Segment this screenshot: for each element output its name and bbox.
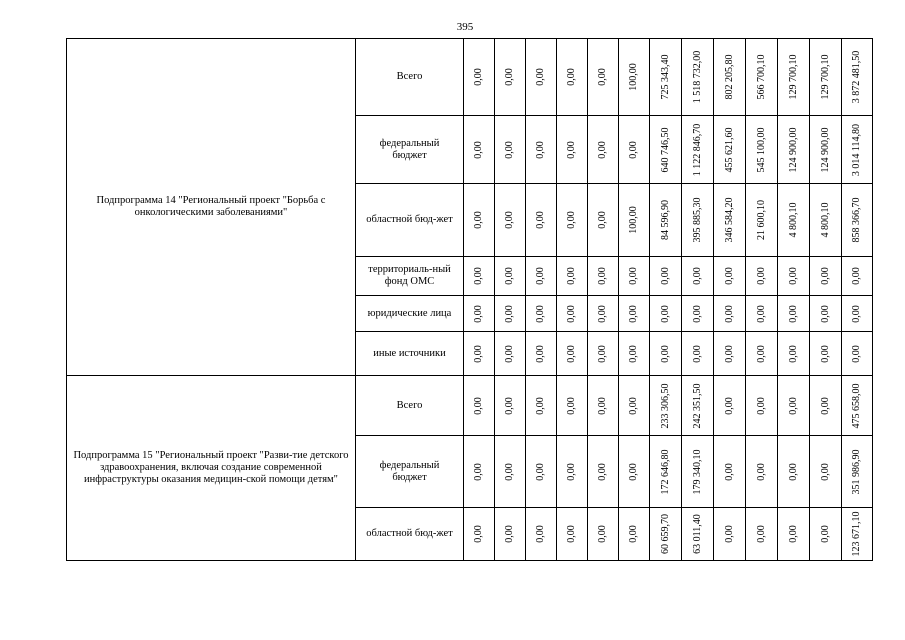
value-text: 0,00	[597, 140, 608, 159]
value-text: 802 205,80	[723, 54, 735, 100]
value-text: 0,00	[473, 396, 484, 415]
value-text: 1 518 732,00	[691, 50, 703, 104]
value-cell	[495, 332, 526, 376]
value-cell	[526, 376, 557, 436]
value-text: 0,00	[566, 462, 577, 481]
value-cell	[650, 39, 682, 116]
value-cell	[746, 376, 778, 436]
value-cell	[778, 376, 810, 436]
value-cell	[495, 508, 526, 561]
value-cell	[746, 436, 778, 508]
value-text: 0,00	[597, 396, 608, 415]
value-text: 0,00	[566, 267, 577, 285]
value-cell	[714, 296, 746, 332]
value-cell	[746, 296, 778, 332]
value-text: 0,00	[787, 525, 799, 543]
value-text: 0,00	[628, 462, 639, 481]
value-text: 0,00	[566, 525, 577, 543]
funding-source: федеральный бюджет	[356, 116, 464, 184]
value-cell	[588, 296, 619, 332]
value-text: 0,00	[566, 140, 577, 159]
value-text: 0,00	[597, 344, 608, 363]
value-text: 0,00	[535, 396, 546, 415]
value-cell	[714, 332, 746, 376]
value-text: 0,00	[659, 267, 671, 285]
value-text: 0,00	[819, 344, 831, 363]
value-text: 0,00	[473, 211, 484, 229]
value-cell	[464, 508, 495, 561]
value-cell	[495, 257, 526, 296]
value-cell	[588, 39, 619, 116]
value-text: 0,00	[535, 140, 546, 159]
value-cell	[682, 296, 714, 332]
value-text: 0,00	[628, 304, 639, 323]
value-cell	[526, 332, 557, 376]
value-cell	[557, 296, 588, 332]
value-cell	[557, 39, 588, 116]
value-text: 179 340,10	[691, 449, 703, 494]
value-cell	[682, 376, 714, 436]
funding-source: Всего	[356, 39, 464, 116]
value-cell	[810, 296, 842, 332]
value-cell	[526, 296, 557, 332]
value-text: 0,00	[535, 211, 546, 229]
value-cell	[778, 508, 810, 561]
value-text: 0,00	[723, 344, 735, 363]
value-text: 346 584,20	[723, 197, 735, 243]
value-cell	[682, 508, 714, 561]
subprogram-title: Подпрограмма 14 "Региональный проект "Борьба с онкологическими заболеваниями"	[67, 39, 356, 376]
value-text: 0,00	[628, 267, 639, 285]
value-cell	[714, 257, 746, 296]
value-cell	[714, 39, 746, 116]
value-cell	[557, 257, 588, 296]
value-text: 455 621,60	[723, 127, 735, 172]
value-cell	[619, 184, 650, 257]
value-text: 0,00	[819, 396, 831, 415]
subprogram-title: Подпрограмма 15 "Региональный проект "Разви-тие детского здравоохранения, включая создание современной инфраструктуры оказания медицин-ской помощи детям"	[67, 376, 356, 561]
value-cell	[495, 39, 526, 116]
value-text: 0,00	[755, 304, 767, 323]
value-cell	[464, 184, 495, 257]
value-text: 0,00	[535, 304, 546, 323]
value-cell	[650, 436, 682, 508]
funding-source: федеральный бюджет	[356, 436, 464, 508]
value-cell	[778, 39, 810, 116]
value-text: 123 671,10	[851, 511, 862, 557]
value-text: 725 343,40	[659, 54, 671, 100]
value-cell	[810, 39, 842, 116]
value-cell	[778, 184, 810, 257]
value-text: 3 872 481,50	[851, 50, 862, 104]
value-text: 1 122 846,70	[691, 123, 703, 176]
value-text: 4 800,10	[819, 202, 831, 238]
value-text: 0,00	[566, 211, 577, 229]
value-cell	[495, 116, 526, 184]
value-cell	[842, 332, 873, 376]
value-text: 0,00	[597, 462, 608, 481]
value-cell	[810, 332, 842, 376]
value-cell	[682, 39, 714, 116]
value-cell	[464, 116, 495, 184]
value-text: 0,00	[504, 344, 515, 363]
value-cell	[650, 184, 682, 257]
value-cell	[526, 257, 557, 296]
value-text: 0,00	[755, 396, 767, 415]
value-cell	[495, 436, 526, 508]
value-text: 0,00	[851, 304, 862, 323]
value-cell	[810, 116, 842, 184]
value-cell	[682, 332, 714, 376]
value-cell	[650, 116, 682, 184]
value-text: 0,00	[566, 304, 577, 323]
value-cell	[619, 436, 650, 508]
value-cell	[778, 332, 810, 376]
value-text: 0,00	[851, 344, 862, 363]
value-text: 233 306,50	[659, 383, 671, 428]
value-text: 0,00	[628, 525, 639, 543]
value-cell	[588, 436, 619, 508]
value-cell	[842, 116, 873, 184]
funding-source: территориаль-ный фонд ОМС	[356, 257, 464, 296]
value-text: 0,00	[819, 462, 831, 481]
value-text: 84 596,90	[659, 200, 671, 240]
value-text: 0,00	[566, 344, 577, 363]
value-text: 60 659,70	[659, 514, 671, 554]
value-cell	[810, 508, 842, 561]
value-text: 0,00	[504, 304, 515, 323]
value-cell	[464, 332, 495, 376]
value-cell	[650, 296, 682, 332]
value-text: 0,00	[535, 267, 546, 285]
value-cell	[557, 436, 588, 508]
value-cell	[619, 257, 650, 296]
value-cell	[746, 508, 778, 561]
value-text: 351 986,90	[851, 449, 862, 494]
value-text: 0,00	[691, 304, 703, 323]
value-text: 0,00	[473, 462, 484, 481]
value-text: 640 746,50	[659, 127, 671, 172]
value-cell	[526, 116, 557, 184]
value-cell	[588, 116, 619, 184]
value-cell	[588, 376, 619, 436]
value-text: 0,00	[755, 525, 767, 543]
value-cell	[495, 376, 526, 436]
value-cell	[464, 257, 495, 296]
value-cell	[810, 376, 842, 436]
value-cell	[557, 508, 588, 561]
value-text: 100,00	[628, 63, 639, 91]
value-text: 129 700,10	[787, 54, 799, 100]
value-text: 0,00	[755, 462, 767, 481]
value-cell	[842, 257, 873, 296]
value-cell	[619, 39, 650, 116]
funding-source: иные источники	[356, 332, 464, 376]
table-row	[67, 39, 873, 116]
value-cell	[778, 296, 810, 332]
value-cell	[619, 296, 650, 332]
value-text: 0,00	[535, 344, 546, 363]
value-text: 0,00	[787, 396, 799, 415]
value-cell	[682, 436, 714, 508]
value-text: 3 014 114,80	[851, 123, 862, 176]
value-cell	[650, 332, 682, 376]
value-cell	[464, 376, 495, 436]
value-text: 0,00	[628, 396, 639, 415]
value-text: 0,00	[473, 304, 484, 323]
value-cell	[746, 332, 778, 376]
value-text: 63 011,40	[691, 514, 703, 554]
value-text: 0,00	[504, 525, 515, 543]
value-text: 0,00	[659, 304, 671, 323]
value-text: 0,00	[691, 344, 703, 363]
value-text: 0,00	[819, 304, 831, 323]
value-text: 0,00	[504, 396, 515, 415]
value-text: 0,00	[473, 525, 484, 543]
value-text: 0,00	[819, 267, 831, 285]
value-text: 0,00	[723, 462, 735, 481]
funding-source: областной бюд-жет	[356, 184, 464, 257]
value-text: 0,00	[787, 462, 799, 481]
value-text: 21 600,10	[755, 200, 767, 240]
value-cell	[526, 184, 557, 257]
value-text: 0,00	[473, 344, 484, 363]
value-cell	[557, 332, 588, 376]
value-cell	[495, 296, 526, 332]
value-cell	[650, 257, 682, 296]
value-text: 0,00	[535, 462, 546, 481]
value-cell	[526, 508, 557, 561]
value-cell	[588, 508, 619, 561]
table-row	[67, 376, 873, 436]
value-cell	[714, 436, 746, 508]
value-cell	[650, 376, 682, 436]
value-text: 0,00	[755, 344, 767, 363]
value-cell	[650, 508, 682, 561]
value-text: 0,00	[597, 68, 608, 86]
value-cell	[810, 184, 842, 257]
value-cell	[526, 436, 557, 508]
value-cell	[842, 376, 873, 436]
value-text: 124 900,00	[819, 127, 831, 172]
value-text: 0,00	[787, 344, 799, 363]
value-cell	[842, 508, 873, 561]
value-cell	[746, 257, 778, 296]
value-text: 858 366,70	[851, 197, 862, 243]
value-cell	[619, 376, 650, 436]
value-cell	[714, 376, 746, 436]
value-cell	[746, 184, 778, 257]
value-text: 124 900,00	[787, 127, 799, 172]
value-cell	[714, 184, 746, 257]
value-text: 0,00	[535, 68, 546, 86]
funding-source: Всего	[356, 376, 464, 436]
value-cell	[682, 116, 714, 184]
value-cell	[810, 436, 842, 508]
value-text: 0,00	[787, 267, 799, 285]
value-cell	[588, 184, 619, 257]
value-text: 0,00	[597, 211, 608, 229]
value-text: 0,00	[473, 68, 484, 86]
value-text: 0,00	[723, 304, 735, 323]
value-text: 0,00	[723, 525, 735, 543]
value-text: 566 700,10	[755, 54, 767, 100]
value-cell	[682, 257, 714, 296]
value-cell	[778, 116, 810, 184]
value-cell	[714, 508, 746, 561]
value-text: 0,00	[851, 267, 862, 285]
funding-source: областной бюд-жет	[356, 508, 464, 561]
value-text: 0,00	[504, 140, 515, 159]
value-text: 0,00	[504, 267, 515, 285]
value-cell	[746, 39, 778, 116]
value-text: 0,00	[504, 211, 515, 229]
value-text: 4 800,10	[787, 202, 799, 238]
value-cell	[778, 436, 810, 508]
budget-table	[66, 38, 873, 561]
value-text: 0,00	[597, 525, 608, 543]
value-text: 0,00	[723, 267, 735, 285]
value-text: 0,00	[597, 267, 608, 285]
value-cell	[464, 39, 495, 116]
table-body	[67, 39, 873, 561]
value-text: 0,00	[566, 68, 577, 86]
value-text: 0,00	[504, 462, 515, 481]
value-text: 545 100,00	[755, 127, 767, 172]
value-text: 0,00	[566, 396, 577, 415]
value-cell	[464, 436, 495, 508]
value-cell	[619, 508, 650, 561]
value-cell	[842, 436, 873, 508]
value-text: 0,00	[473, 140, 484, 159]
value-text: 0,00	[819, 525, 831, 543]
value-text: 0,00	[659, 344, 671, 363]
value-cell	[778, 257, 810, 296]
value-text: 242 351,50	[691, 383, 703, 428]
value-cell	[682, 184, 714, 257]
value-cell	[842, 296, 873, 332]
value-cell	[714, 116, 746, 184]
value-cell	[557, 116, 588, 184]
value-cell	[495, 184, 526, 257]
value-text: 0,00	[787, 304, 799, 323]
value-cell	[619, 332, 650, 376]
value-cell	[746, 116, 778, 184]
value-cell	[842, 184, 873, 257]
value-text: 129 700,10	[819, 54, 831, 100]
value-text: 0,00	[504, 68, 515, 86]
value-text: 172 646,80	[659, 449, 671, 494]
value-cell	[619, 116, 650, 184]
value-cell	[588, 332, 619, 376]
value-cell	[557, 376, 588, 436]
value-text: 475 658,00	[851, 383, 862, 428]
value-text: 0,00	[473, 267, 484, 285]
value-text: 0,00	[628, 344, 639, 363]
page-number: 395	[456, 21, 474, 33]
value-text: 0,00	[723, 396, 735, 415]
value-text: 0,00	[535, 525, 546, 543]
value-text: 0,00	[597, 304, 608, 323]
funding-source: юридические лица	[356, 296, 464, 332]
value-cell	[810, 257, 842, 296]
value-cell	[464, 296, 495, 332]
value-text: 395 885,30	[691, 197, 703, 243]
value-cell	[842, 39, 873, 116]
value-text: 0,00	[628, 140, 639, 159]
value-cell	[526, 39, 557, 116]
value-cell	[588, 257, 619, 296]
value-text: 100,00	[628, 206, 639, 234]
value-text: 0,00	[691, 267, 703, 285]
value-text: 0,00	[755, 267, 767, 285]
value-cell	[557, 184, 588, 257]
